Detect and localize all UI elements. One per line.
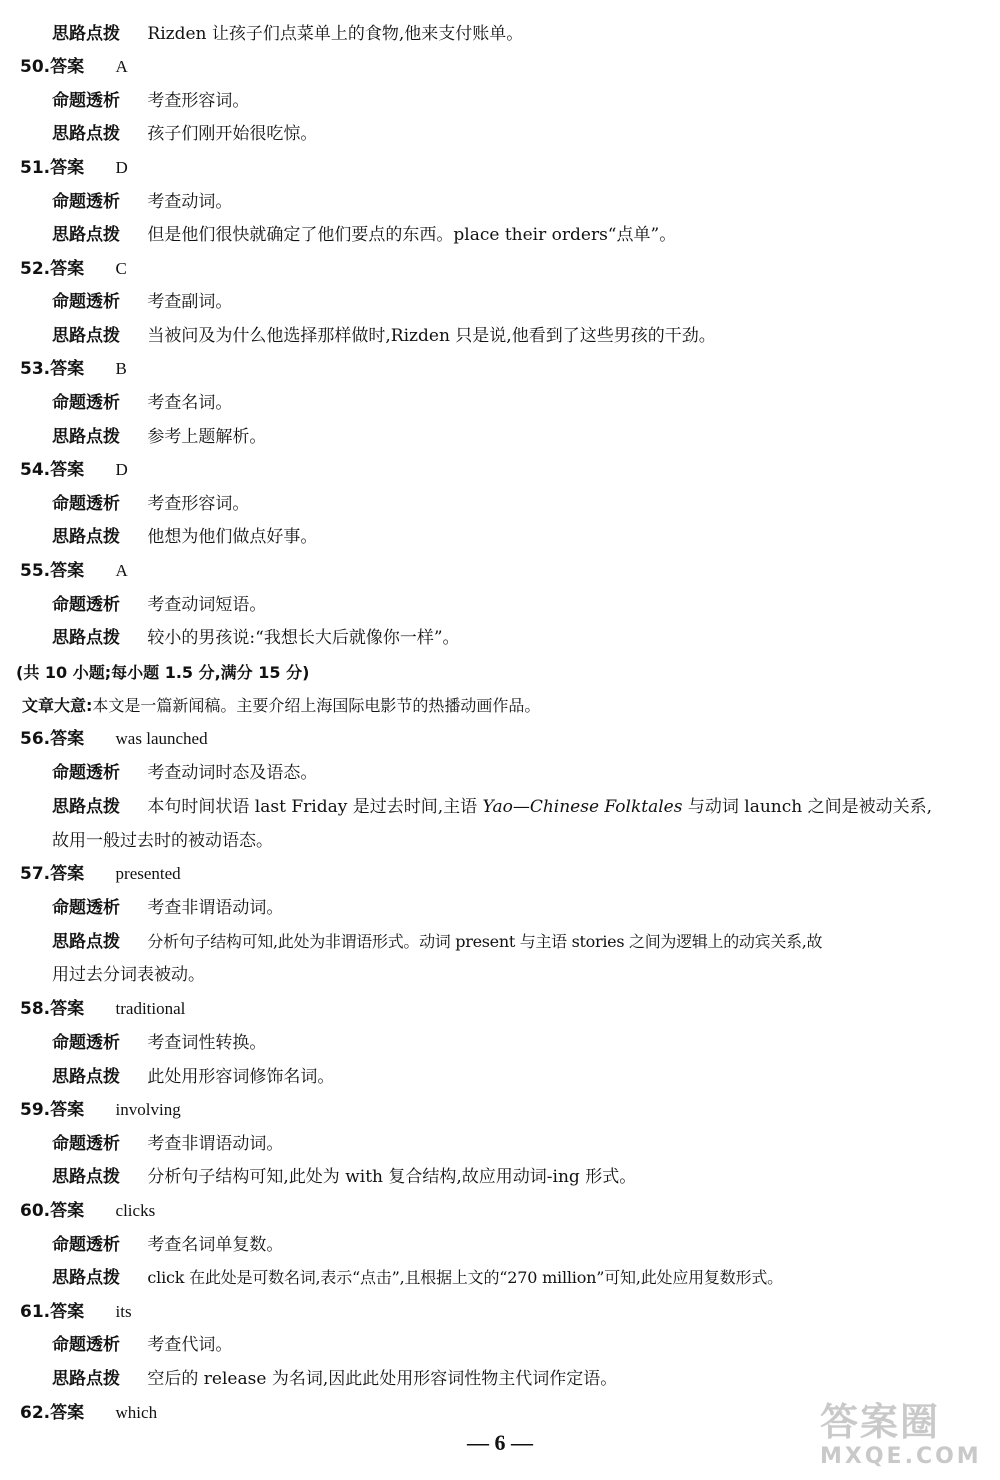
answer-line bbox=[0, 722, 1000, 756]
answer-label: 答案 bbox=[50, 1302, 85, 1322]
test-point-line bbox=[0, 1127, 1000, 1161]
answer-label: 答案 bbox=[50, 1100, 85, 1120]
answer-line bbox=[0, 1295, 1000, 1329]
test-point-text: 考查非谓语动词。 bbox=[147, 1134, 284, 1154]
test-point-text: 考查动词。 bbox=[147, 192, 233, 212]
hint-line bbox=[0, 218, 1000, 252]
answer-value: A bbox=[115, 57, 128, 76]
test-point-label: 命题透析 bbox=[52, 393, 120, 413]
answer-value: C bbox=[115, 259, 127, 278]
section-heading: (共 10 小题;每小题 1.5 分,满分 15 分) bbox=[16, 663, 310, 682]
test-point-label: 命题透析 bbox=[52, 595, 120, 615]
test-point-text: 考查动词短语。 bbox=[147, 595, 267, 615]
test-point-label: 命题透析 bbox=[52, 1235, 120, 1255]
test-point-text: 考查形容词。 bbox=[147, 494, 250, 514]
answer-value: presented bbox=[115, 864, 181, 883]
test-point-text: 考查形容词。 bbox=[147, 91, 250, 111]
hint-text: 孩子们刚开始很吃惊。 bbox=[147, 124, 318, 144]
question-number: 53. bbox=[20, 359, 51, 379]
hint-label: 思路点拨 bbox=[52, 124, 120, 144]
test-point-label: 命题透析 bbox=[52, 1134, 120, 1154]
hint-continuation-line bbox=[0, 824, 1000, 858]
question-number: 61. bbox=[20, 1302, 51, 1322]
test-point-text: 考查名词单复数。 bbox=[147, 1235, 284, 1255]
intro-hint-line bbox=[0, 17, 1000, 51]
test-point-line bbox=[0, 756, 1000, 790]
watermark-site-text: MXQE.COM bbox=[820, 1444, 982, 1469]
hint-text-continued: 用过去分词表被动。 bbox=[52, 965, 205, 985]
hint-text: 分析句子结构可知,此处为非谓语形式。动词 present 与主语 stories 之间为逻辑上的动宾关系,故 bbox=[147, 932, 823, 951]
hint-label: 思路点拨 bbox=[52, 1167, 120, 1187]
answer-line bbox=[0, 554, 1000, 588]
answer-value: D bbox=[115, 158, 128, 177]
answer-label: 答案 bbox=[50, 158, 85, 178]
hint-line bbox=[0, 520, 1000, 554]
hint-text: 当被问及为什么他选择那样做时,Rizden 只是说,他看到了这些男孩的干劲。 bbox=[147, 326, 716, 346]
hint-label: 思路点拨 bbox=[52, 932, 120, 952]
hint-text: 此处用形容词修饰名词。 bbox=[147, 1067, 335, 1087]
test-point-label: 命题透析 bbox=[52, 91, 120, 111]
answer-line bbox=[0, 352, 1000, 386]
hint-text: 空后的 release 为名词,因此此处用形容词性物主代词作定语。 bbox=[147, 1369, 618, 1389]
answer-line bbox=[0, 857, 1000, 891]
hint-label: 思路点拨 bbox=[52, 1369, 120, 1389]
answer-value: clicks bbox=[115, 1201, 156, 1220]
hint-text: 分析句子结构可知,此处为 with 复合结构,故应用动词-ing 形式。 bbox=[147, 1167, 637, 1187]
hint-text: Rizden 让孩子们点菜单上的食物,他来支付账单。 bbox=[147, 24, 524, 44]
question-number: 54. bbox=[20, 460, 51, 480]
hint-continuation-line bbox=[0, 958, 1000, 992]
test-point-line bbox=[0, 285, 1000, 319]
article-summary bbox=[22, 691, 540, 721]
hint-line bbox=[0, 117, 1000, 151]
hint-label: 思路点拨 bbox=[52, 527, 120, 547]
hint-line bbox=[0, 1261, 1000, 1295]
answer-label: 答案 bbox=[50, 359, 85, 379]
hint-line bbox=[0, 1362, 1000, 1396]
hint-line bbox=[0, 925, 1000, 959]
answer-line bbox=[0, 1194, 1000, 1228]
hint-label: 思路点拨 bbox=[52, 225, 120, 245]
test-point-text: 考查名词。 bbox=[147, 393, 233, 413]
answer-line bbox=[0, 1093, 1000, 1127]
test-point-line bbox=[0, 1026, 1000, 1060]
answer-value: which bbox=[115, 1403, 158, 1422]
test-point-line bbox=[0, 487, 1000, 521]
test-point-line bbox=[0, 588, 1000, 622]
test-point-label: 命题透析 bbox=[52, 898, 120, 918]
answer-label: 答案 bbox=[50, 999, 85, 1019]
test-point-label: 命题透析 bbox=[52, 292, 120, 312]
hint-label: 思路点拨 bbox=[52, 797, 120, 817]
hint-line bbox=[0, 790, 1000, 824]
question-number: 58. bbox=[20, 999, 51, 1019]
summary-text: 本文是一篇新闻稿。主要介绍上海国际电影节的热播动画作品。 bbox=[92, 696, 541, 715]
answer-line bbox=[0, 151, 1000, 185]
answer-label: 答案 bbox=[50, 460, 85, 480]
test-point-text: 考查词性转换。 bbox=[147, 1033, 267, 1053]
question-number: 52. bbox=[20, 259, 51, 279]
answer-value: was launched bbox=[115, 729, 208, 748]
answer-value: B bbox=[115, 359, 127, 378]
test-point-label: 命题透析 bbox=[52, 1033, 120, 1053]
watermark-logo bbox=[820, 1400, 990, 1475]
question-number: 56. bbox=[20, 729, 51, 749]
hint-label: 思路点拨 bbox=[52, 326, 120, 346]
hint-line bbox=[0, 319, 1000, 353]
hint-text: 他想为他们做点好事。 bbox=[147, 527, 318, 547]
watermark-logo-text: 答案圈 bbox=[820, 1400, 941, 1444]
hint-line bbox=[0, 1060, 1000, 1094]
answer-line bbox=[0, 453, 1000, 487]
hint-text: 较小的男孩说:“我想长大后就像你一样”。 bbox=[147, 628, 460, 648]
question-number: 60. bbox=[20, 1201, 51, 1221]
answer-value: involving bbox=[115, 1100, 181, 1119]
test-point-line bbox=[0, 185, 1000, 219]
hint-text-end: 与动词 launch 之间是被动关系, bbox=[682, 797, 933, 817]
test-point-text: 考查动词时态及语态。 bbox=[147, 763, 318, 783]
hint-label: 思路点拨 bbox=[52, 24, 120, 44]
test-point-label: 命题透析 bbox=[52, 763, 120, 783]
answer-label: 答案 bbox=[50, 57, 85, 77]
test-point-text: 考查非谓语动词。 bbox=[147, 898, 284, 918]
hint-line bbox=[0, 1160, 1000, 1194]
hint-label: 思路点拨 bbox=[52, 427, 120, 447]
answer-label: 答案 bbox=[50, 864, 85, 884]
hint-label: 思路点拨 bbox=[52, 1067, 120, 1087]
hint-text-start: 本句时间状语 last Friday 是过去时间,主语 bbox=[147, 797, 483, 817]
answer-value: traditional bbox=[115, 999, 186, 1018]
answer-label: 答案 bbox=[50, 729, 85, 749]
hint-line bbox=[0, 420, 1000, 454]
question-number: 62. bbox=[20, 1403, 51, 1423]
test-point-label: 命题透析 bbox=[52, 192, 120, 212]
question-number: 55. bbox=[20, 561, 51, 581]
question-number: 51. bbox=[20, 158, 51, 178]
answer-label: 答案 bbox=[50, 1201, 85, 1221]
test-point-line bbox=[0, 1228, 1000, 1262]
test-point-label: 命题透析 bbox=[52, 494, 120, 514]
answer-value: A bbox=[115, 561, 128, 580]
answer-line bbox=[0, 50, 1000, 84]
hint-italic-title: Yao—Chinese Folktales bbox=[482, 797, 683, 817]
test-point-line bbox=[0, 84, 1000, 118]
test-point-label: 命题透析 bbox=[52, 1335, 120, 1355]
hint-text-continued: 故用一般过去时的被动语态。 bbox=[52, 831, 273, 851]
answer-label: 答案 bbox=[50, 259, 85, 279]
test-point-line bbox=[0, 891, 1000, 925]
answer-value: its bbox=[115, 1302, 132, 1321]
hint-label: 思路点拨 bbox=[52, 1268, 120, 1288]
page-number: — 6 — bbox=[467, 1430, 533, 1455]
question-number: 57. bbox=[20, 864, 51, 884]
answer-line bbox=[0, 992, 1000, 1026]
answer-value: D bbox=[115, 460, 128, 479]
hint-label: 思路点拨 bbox=[52, 628, 120, 648]
question-number: 59. bbox=[20, 1100, 51, 1120]
hint-text: 参考上题解析。 bbox=[147, 427, 267, 447]
test-point-line bbox=[0, 1328, 1000, 1362]
test-point-text: 考查副词。 bbox=[147, 292, 233, 312]
question-number: 50. bbox=[20, 57, 51, 77]
hint-line bbox=[0, 621, 1000, 655]
test-point-text: 考查代词。 bbox=[147, 1335, 233, 1355]
test-point-line bbox=[0, 386, 1000, 420]
answer-label: 答案 bbox=[50, 1403, 85, 1423]
answer-line bbox=[0, 252, 1000, 286]
summary-label: 文章大意: bbox=[22, 696, 93, 715]
hint-text: click 在此处是可数名词,表示“点击”,且根据上文的“270 million”可知,此处应用复数形式。 bbox=[147, 1268, 783, 1287]
answer-label: 答案 bbox=[50, 561, 85, 581]
hint-text: 但是他们很快就确定了他们要点的东西。place their orders“点单”。 bbox=[147, 225, 677, 245]
